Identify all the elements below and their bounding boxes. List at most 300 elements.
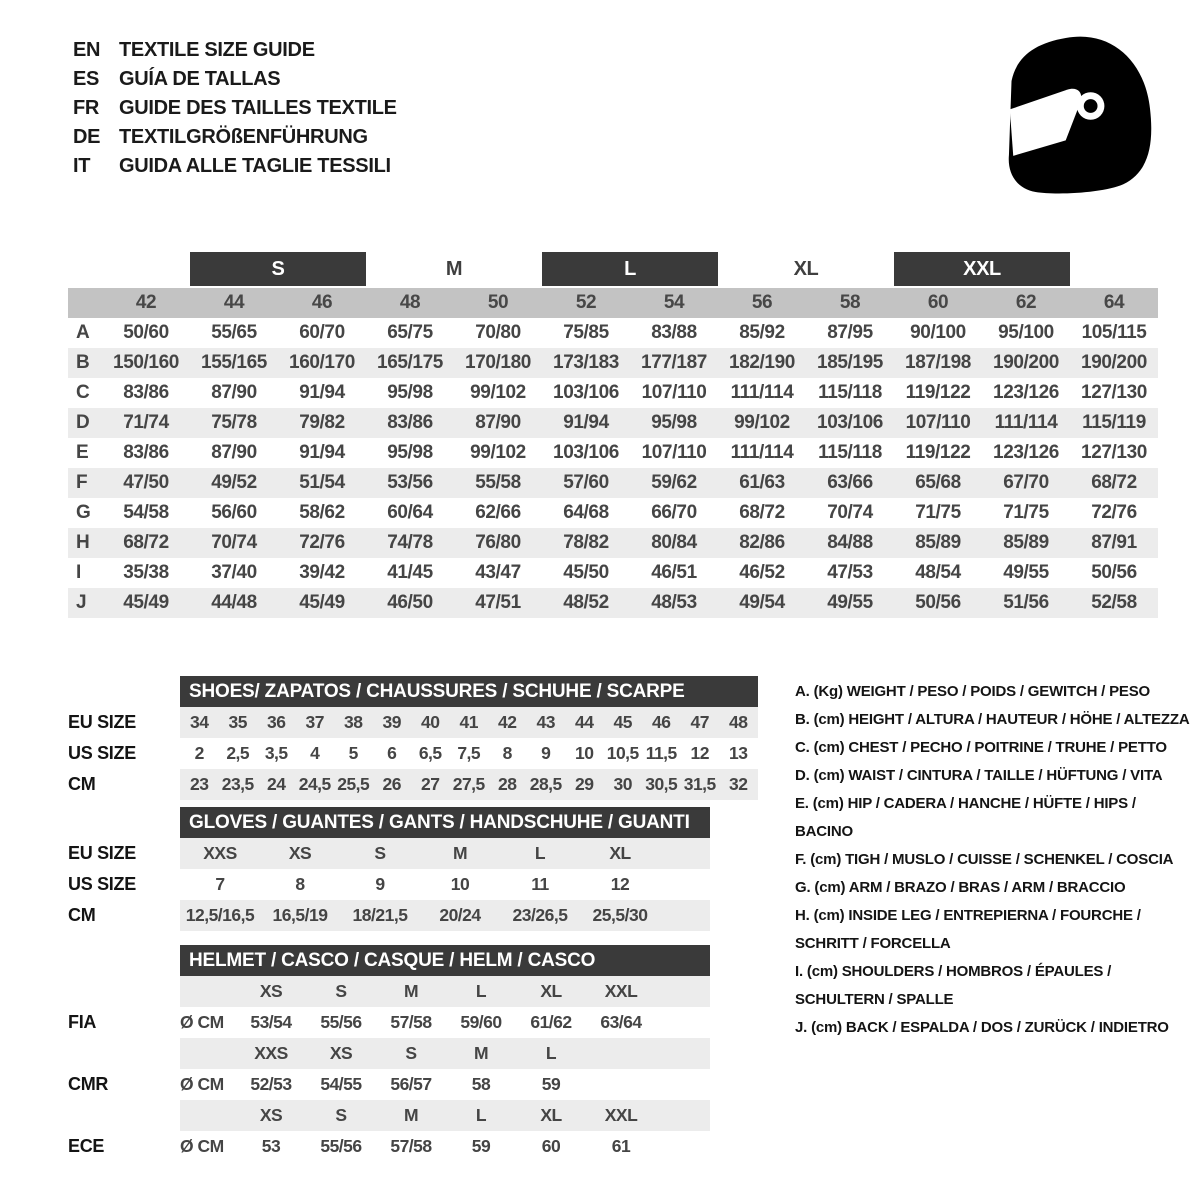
- value-cell: 52/53: [250, 1074, 292, 1094]
- measure-cell: 80/84: [651, 532, 697, 553]
- value-cell: 59/60: [460, 1012, 502, 1032]
- value-cell: L: [534, 843, 546, 863]
- measure-cell: 82/86: [739, 532, 785, 553]
- measure-cell: 150/160: [113, 352, 179, 373]
- language-row: [73, 123, 397, 152]
- measure-row-e: [68, 438, 1158, 468]
- row-label: CM: [68, 774, 96, 794]
- value-cell: 57/58: [390, 1012, 432, 1032]
- language-row: [73, 36, 397, 65]
- legend-unit: (Kg): [813, 683, 847, 700]
- measure-cell: 67/70: [1003, 472, 1049, 493]
- legend-text: INSIDE LEG / ENTREPIERNA / FOURCHE /: [848, 907, 1141, 924]
- size-row: [68, 1131, 780, 1162]
- measure-cell: 115/118: [818, 382, 882, 403]
- value-cell: 3,5: [264, 743, 288, 763]
- value-cell: 6: [387, 743, 397, 763]
- size-group-m: M: [445, 258, 463, 280]
- measure-cell: 119/122: [905, 382, 971, 403]
- row-letter: I: [76, 562, 81, 583]
- measure-cell: 50/60: [123, 322, 169, 343]
- size-column-header: 56: [751, 292, 773, 313]
- measure-cell: 52/58: [1091, 592, 1137, 613]
- language-code: EN: [73, 39, 101, 61]
- value-cell: 7,5: [457, 743, 481, 763]
- measure-cell: 119/122: [905, 442, 971, 463]
- language-title: TEXTILGRÖßENFÜHRUNG: [119, 126, 368, 148]
- value-cell: M: [473, 1043, 489, 1063]
- measure-row-a: [68, 318, 1158, 348]
- value-cell: 23,5: [221, 774, 254, 794]
- value-cell: L: [545, 1043, 557, 1063]
- value-cell: 4: [310, 743, 320, 763]
- unit-cell: Ø CM: [180, 1136, 224, 1156]
- table-title: SHOES/ ZAPATOS / CHAUSSURES / SCHUHE / SCARPE: [180, 676, 758, 707]
- measure-cell: 62/66: [475, 502, 521, 523]
- value-cell: 36: [267, 712, 286, 732]
- measure-cell: 111/114: [730, 382, 794, 403]
- value-cell: 28: [498, 774, 517, 794]
- measure-cell: 85/92: [739, 322, 785, 343]
- size-group-xl: XL: [793, 258, 819, 280]
- size-row: [68, 738, 780, 769]
- measure-cell: 46/50: [387, 592, 433, 613]
- value-cell: 54/55: [320, 1074, 362, 1094]
- measure-row-j: [68, 588, 1158, 618]
- measure-cell: 47/51: [475, 592, 521, 613]
- value-cell: XXL: [604, 1105, 638, 1125]
- measure-cell: 55/65: [211, 322, 257, 343]
- value-cell: 38: [344, 712, 363, 732]
- legend-item: [795, 678, 1197, 706]
- measure-cell: 177/187: [641, 352, 707, 373]
- legend-text: HEIGHT / ALTURA / HAUTEUR / HÖHE / ALTEZZA: [848, 711, 1190, 728]
- row-values: [180, 1038, 710, 1069]
- measure-cell: 70/80: [475, 322, 521, 343]
- row-letter: D: [76, 412, 90, 433]
- row-label: EU SIZE: [68, 843, 136, 863]
- legend-item: [795, 958, 1197, 1014]
- measure-cell: 79/82: [299, 412, 345, 433]
- measure-cell: 160/170: [289, 352, 355, 373]
- measure-row-h: [68, 528, 1158, 558]
- measure-cell: 46/52: [739, 562, 785, 583]
- measure-row-g: [68, 498, 1158, 528]
- measure-cell: 85/89: [915, 532, 961, 553]
- legend-unit: (cm): [806, 963, 842, 980]
- measure-cell: 60/70: [299, 322, 345, 343]
- legend-item: [795, 734, 1197, 762]
- row-letter: G: [76, 502, 91, 523]
- value-cell: 31,5: [683, 774, 716, 794]
- measure-cell: 74/78: [387, 532, 433, 553]
- value-cell: 5: [348, 743, 358, 763]
- unit-cell: Ø CM: [180, 1074, 224, 1094]
- measure-row-f: [68, 468, 1158, 498]
- legend-text: SCHRITT / FORCELLA: [795, 935, 951, 952]
- measure-cell: 95/98: [387, 382, 433, 403]
- legend-text: BACK / ESPALDA / DOS / ZURÜCK / INDIETRO: [845, 1019, 1169, 1036]
- value-cell: 45: [613, 712, 632, 732]
- value-cell: M: [403, 981, 419, 1001]
- measure-cell: 68/72: [1091, 472, 1137, 493]
- group-spacer: [68, 252, 190, 286]
- measure-cell: 127/130: [1081, 382, 1147, 403]
- measure-cell: 58/62: [299, 502, 345, 523]
- measure-cell: 68/72: [739, 502, 785, 523]
- measure-cell: 99/102: [470, 442, 526, 463]
- value-cell: 24: [267, 774, 286, 794]
- row-values: [180, 769, 758, 800]
- legend-unit: (cm): [813, 907, 849, 924]
- value-cell: 27,5: [452, 774, 485, 794]
- measure-cell: 83/88: [651, 322, 697, 343]
- measure-cell: 107/110: [905, 412, 971, 433]
- legend-key: J.: [795, 1019, 812, 1036]
- value-cell: 16,5/19: [272, 905, 328, 925]
- value-cell: 37: [305, 712, 324, 732]
- measure-cell: 103/106: [817, 412, 883, 433]
- size-group-row: [68, 252, 1158, 286]
- size-group-l: L: [542, 252, 718, 286]
- size-row: [68, 869, 780, 900]
- value-cell: M: [452, 843, 468, 863]
- measure-cell: 99/102: [470, 382, 526, 403]
- table-header-row: [68, 807, 780, 838]
- measure-cell: 91/94: [563, 412, 609, 433]
- size-column-header: 44: [223, 292, 245, 313]
- textile-size-table: [68, 252, 1158, 618]
- language-code: ES: [73, 68, 100, 90]
- measure-cell: 49/52: [211, 472, 257, 493]
- value-cell: 25,5/30: [592, 905, 648, 925]
- value-cell: 6,5: [418, 743, 442, 763]
- legend-unit: (cm): [812, 795, 848, 812]
- row-label: US SIZE: [68, 874, 136, 894]
- legend-unit: (cm): [813, 739, 849, 756]
- row-label: EU SIZE: [68, 712, 136, 732]
- measure-cell: 44/48: [211, 592, 257, 613]
- legend-text: SHOULDERS / HOMBROS / ÉPAULES /: [841, 963, 1112, 980]
- measure-cell: 53/56: [387, 472, 433, 493]
- legend-key: C.: [795, 739, 814, 756]
- size-row: [68, 1038, 780, 1069]
- shoes-table: [68, 676, 780, 800]
- value-cell: 7: [215, 874, 225, 894]
- row-letter: E: [76, 442, 89, 463]
- language-title: GUIDE DES TAILLES TEXTILE: [119, 97, 397, 119]
- size-column-header: 58: [839, 292, 861, 313]
- value-cell: 12,5/16,5: [185, 905, 255, 925]
- value-cell: XXS: [203, 843, 237, 863]
- measure-cell: 68/72: [123, 532, 169, 553]
- main-table-body: [68, 318, 1158, 618]
- legend-item: [795, 1014, 1197, 1042]
- measure-cell: 65/68: [915, 472, 961, 493]
- legend-key: F.: [795, 851, 811, 868]
- measure-cell: 75/78: [211, 412, 257, 433]
- measure-cell: 71/75: [915, 502, 961, 523]
- value-cell: 61/62: [530, 1012, 572, 1032]
- measure-cell: 91/94: [299, 442, 345, 463]
- measure-cell: 45/50: [563, 562, 609, 583]
- measure-cell: 63/66: [827, 472, 873, 493]
- value-cell: 57/58: [390, 1136, 432, 1156]
- row-values: [180, 900, 710, 931]
- legend-text: WEIGHT / PESO / POIDS / GEWITCH / PESO: [846, 683, 1151, 700]
- legend-text: HIP / CADERA / HANCHE / HÜFTE / HIPS / BACINO: [795, 795, 1136, 840]
- value-cell: 39: [382, 712, 401, 732]
- legend-text: CHEST / PECHO / POITRINE / TRUHE / PETTO: [848, 739, 1167, 756]
- measure-cell: 83/86: [387, 412, 433, 433]
- measure-cell: 190/200: [993, 352, 1059, 373]
- measure-cell: 71/75: [1003, 502, 1049, 523]
- value-cell: 48: [729, 712, 748, 732]
- value-cell: 53: [261, 1136, 281, 1156]
- measure-cell: 48/52: [563, 592, 609, 613]
- value-cell: 29: [575, 774, 594, 794]
- measure-row-i: [68, 558, 1158, 588]
- value-cell: 55/56: [320, 1012, 362, 1032]
- row-letter: J: [76, 592, 87, 613]
- legend-unit: (cm): [813, 767, 849, 784]
- value-cell: 44: [575, 712, 594, 732]
- measure-cell: 91/94: [299, 382, 345, 403]
- racing-helmet-icon: [983, 26, 1157, 198]
- language-row: [73, 94, 397, 123]
- row-letter: B: [76, 352, 90, 373]
- value-cell: XL: [540, 981, 562, 1001]
- legend-text: ARM / BRAZO / BRAS / ARM / BRACCIO: [848, 879, 1126, 896]
- value-cell: 9: [375, 874, 385, 894]
- measure-cell: 103/106: [553, 382, 619, 403]
- value-cell: 8: [295, 874, 305, 894]
- measure-cell: 87/91: [1091, 532, 1137, 553]
- measure-cell: 50/56: [1091, 562, 1137, 583]
- value-cell: 60: [541, 1136, 561, 1156]
- legend-item: [795, 874, 1197, 902]
- value-cell: 23/26,5: [512, 905, 568, 925]
- size-column-header: 42: [135, 292, 157, 313]
- row-letter: F: [76, 472, 88, 493]
- measure-cell: 66/70: [651, 502, 697, 523]
- row-label: US SIZE: [68, 743, 136, 763]
- measure-cell: 185/195: [817, 352, 883, 373]
- value-cell: 13: [729, 743, 748, 763]
- value-cell: 10: [575, 743, 594, 763]
- value-cell: 59: [541, 1074, 561, 1094]
- value-cell: 58: [471, 1074, 491, 1094]
- row-values: [180, 738, 758, 769]
- value-cell: S: [405, 1043, 417, 1063]
- size-number-row: [68, 288, 1158, 318]
- value-cell: M: [403, 1105, 419, 1125]
- row-label: ECE: [68, 1136, 105, 1156]
- measure-cell: 84/88: [827, 532, 873, 553]
- language-code: FR: [73, 97, 100, 119]
- value-cell: 34: [190, 712, 209, 732]
- measure-cell: 61/63: [739, 472, 785, 493]
- legend-item: [795, 846, 1197, 874]
- size-row: [68, 1007, 780, 1038]
- measure-cell: 87/95: [827, 322, 873, 343]
- size-row: [68, 900, 780, 931]
- measure-cell: 47/53: [827, 562, 873, 583]
- measure-cell: 95/98: [651, 412, 697, 433]
- measure-cell: 111/114: [994, 412, 1058, 433]
- table-header-row: [68, 945, 780, 976]
- legend-key: I.: [795, 963, 807, 980]
- legend-unit: (cm): [814, 879, 849, 896]
- measure-cell: 45/49: [299, 592, 345, 613]
- measure-cell: 45/49: [123, 592, 169, 613]
- measure-cell: 87/90: [211, 382, 257, 403]
- size-row: [68, 707, 780, 738]
- measure-cell: 65/75: [387, 322, 433, 343]
- measure-cell: 72/76: [1091, 502, 1137, 523]
- value-cell: 41: [459, 712, 478, 732]
- value-cell: 10: [450, 874, 470, 894]
- table-title: GLOVES / GUANTES / GANTS / HANDSCHUHE / GUANTI: [180, 807, 710, 838]
- legend-unit: (cm): [810, 851, 846, 868]
- measure-cell: 115/118: [818, 442, 882, 463]
- value-cell: 25,5: [337, 774, 370, 794]
- size-row: [68, 1069, 780, 1100]
- row-label: CM: [68, 905, 96, 925]
- measure-cell: 107/110: [641, 442, 707, 463]
- value-cell: 59: [471, 1136, 491, 1156]
- measure-cell: 78/82: [563, 532, 609, 553]
- value-cell: 53/54: [250, 1012, 292, 1032]
- row-values: [180, 1007, 710, 1038]
- value-cell: 20/24: [439, 905, 481, 925]
- measure-cell: 123/126: [993, 382, 1059, 403]
- value-cell: S: [335, 981, 347, 1001]
- value-cell: 12: [610, 874, 630, 894]
- measure-cell: 60/64: [387, 502, 433, 523]
- size-group-xxl: XXL: [894, 252, 1070, 286]
- measure-cell: 170/180: [465, 352, 531, 373]
- language-row: [73, 152, 397, 181]
- value-cell: XL: [540, 1105, 562, 1125]
- size-column-header: 60: [927, 292, 949, 313]
- measure-row-c: [68, 378, 1158, 408]
- measure-cell: 85/89: [1003, 532, 1049, 553]
- measure-cell: 99/102: [734, 412, 790, 433]
- measure-cell: 70/74: [827, 502, 873, 523]
- measure-cell: 187/198: [905, 352, 971, 373]
- value-cell: 63/64: [600, 1012, 642, 1032]
- legend-text: TIGH / MUSLO / CUISSE / SCHENKEL / COSCIA: [845, 851, 1174, 868]
- measure-cell: 54/58: [123, 502, 169, 523]
- value-cell: 18/21,5: [352, 905, 408, 925]
- value-cell: 24,5: [298, 774, 331, 794]
- measure-cell: 56/60: [211, 502, 257, 523]
- row-label: CMR: [68, 1074, 109, 1094]
- legend-item: [795, 790, 1197, 846]
- size-row: [68, 769, 780, 800]
- measure-cell: 35/38: [123, 562, 169, 583]
- value-cell: 10,5: [606, 743, 639, 763]
- language-code: IT: [73, 155, 91, 177]
- legend-key: E.: [795, 795, 813, 812]
- legend-unit: (cm): [813, 711, 849, 728]
- table-header-row: [68, 676, 780, 707]
- group-spacer: [1070, 252, 1158, 286]
- value-cell: 30: [613, 774, 632, 794]
- measure-cell: 49/55: [827, 592, 873, 613]
- value-cell: 12: [690, 743, 709, 763]
- measure-row-b: [68, 348, 1158, 378]
- value-cell: 42: [498, 712, 517, 732]
- value-cell: XXS: [254, 1043, 288, 1063]
- row-letter: A: [76, 322, 90, 343]
- measure-cell: 51/54: [299, 472, 345, 493]
- size-column-header: 46: [311, 292, 333, 313]
- table-title: HELMET / CASCO / CASQUE / HELM / CASCO: [180, 945, 710, 976]
- value-cell: 26: [382, 774, 401, 794]
- measure-cell: 41/45: [387, 562, 433, 583]
- legend-list: [795, 678, 1197, 1042]
- value-cell: XS: [259, 981, 283, 1001]
- value-cell: 55/56: [320, 1136, 362, 1156]
- legend-item: [795, 902, 1197, 958]
- measure-cell: 95/98: [387, 442, 433, 463]
- measure-cell: 155/165: [201, 352, 267, 373]
- row-values: [180, 707, 758, 738]
- size-group-s: S: [190, 252, 366, 286]
- small-tables: [68, 676, 780, 1162]
- measure-cell: 37/40: [211, 562, 257, 583]
- measure-cell: 39/42: [299, 562, 345, 583]
- measure-cell: 49/55: [1003, 562, 1049, 583]
- measure-cell: 59/62: [651, 472, 697, 493]
- legend-key: G.: [795, 879, 815, 896]
- value-cell: 2: [194, 743, 204, 763]
- measure-cell: 50/56: [915, 592, 961, 613]
- language-code: DE: [73, 126, 101, 148]
- language-list: [73, 36, 397, 181]
- measure-row-d: [68, 408, 1158, 438]
- measure-cell: 107/110: [641, 382, 707, 403]
- row-values: [180, 1100, 710, 1131]
- measure-cell: 90/100: [910, 322, 966, 343]
- legend-item: [795, 762, 1197, 790]
- size-column-header: 50: [487, 292, 509, 313]
- value-cell: XS: [288, 843, 312, 863]
- helmet-table: [68, 945, 780, 1162]
- measure-cell: 49/54: [739, 592, 785, 613]
- measure-cell: 123/126: [993, 442, 1059, 463]
- measure-cell: 51/56: [1003, 592, 1049, 613]
- value-cell: 2,5: [226, 743, 250, 763]
- measure-cell: 83/86: [123, 442, 169, 463]
- measure-cell: 83/86: [123, 382, 169, 403]
- measure-cell: 72/76: [299, 532, 345, 553]
- value-cell: 46: [652, 712, 671, 732]
- measure-cell: 57/60: [563, 472, 609, 493]
- value-cell: 56/57: [390, 1074, 432, 1094]
- value-cell: 30,5: [645, 774, 678, 794]
- value-cell: 61: [611, 1136, 631, 1156]
- value-cell: 40: [421, 712, 440, 732]
- legend-key: H.: [795, 907, 814, 924]
- language-row: [73, 65, 397, 94]
- measure-cell: 103/106: [553, 442, 619, 463]
- legend-text: WAIST / CINTURA / TAILLE / HÜFTUNG / VITA: [848, 767, 1163, 784]
- measure-cell: 48/54: [915, 562, 961, 583]
- size-column-header: 52: [575, 292, 597, 313]
